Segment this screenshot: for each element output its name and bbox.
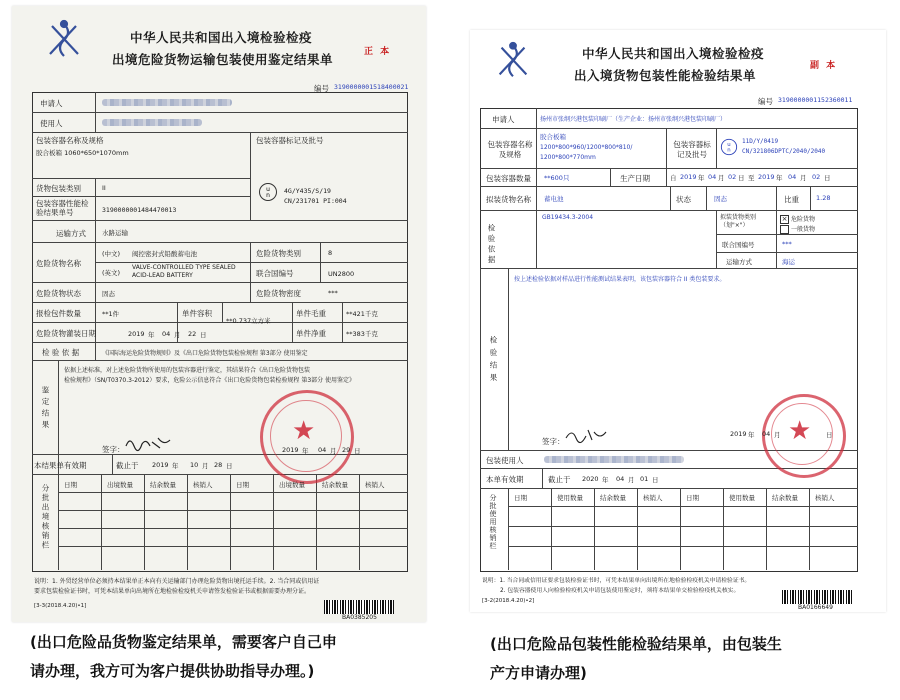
left-dg-state-label: 危险货物状态 bbox=[36, 289, 81, 298]
right-pkg-mark-label: 包装容器标记及批号 bbox=[673, 140, 711, 159]
left-batch-header-2: 结余数量 bbox=[150, 481, 176, 489]
right-prod-from-y: 2019 bbox=[680, 173, 697, 181]
right-pkg-qty-label: 包装容器数量 bbox=[486, 174, 531, 183]
right-pkg-qty-value: **600只 bbox=[544, 174, 570, 182]
right-sign-label: 签字： bbox=[542, 437, 565, 446]
right-goods-cat-opt-1: × 危险货物 bbox=[781, 215, 816, 223]
right-un-value: *** bbox=[782, 240, 792, 248]
left-unit-vol-label: 单件容积 bbox=[182, 309, 212, 318]
un-packaging-mark-icon bbox=[258, 182, 278, 202]
signature-mark bbox=[124, 434, 172, 452]
left-pack-date-y: 2019 bbox=[128, 330, 145, 338]
left-note-1: 说明：1. 外贸经营单位必须持本结果单正本向有关运输部门办理危险货物出境托运手续。2. 当合同或信用证 bbox=[34, 578, 320, 585]
left-serial: 3190000001518400021 bbox=[334, 83, 409, 91]
left-dg-name-label: 危险货物名称 bbox=[36, 259, 81, 268]
right-prod-from-m-unit: 月 bbox=[718, 174, 725, 182]
left-result-text-1: 依据上述标准，对上述危险货物所使用的包装容器进行鉴定，其结果符合《出口危险货物包装 bbox=[64, 367, 311, 374]
left-validity-y-unit: 年 bbox=[172, 462, 179, 470]
left-unit-gross-value: **421千克 bbox=[346, 310, 378, 318]
right-basis-value: GB19434.3-2004 bbox=[542, 214, 594, 221]
right-pkg-mark-value-1: 11D/Y/0419 bbox=[742, 138, 779, 145]
right-prod-to-m-unit: 月 bbox=[800, 174, 807, 182]
right-prod-from-y-unit: 年 bbox=[698, 174, 705, 182]
left-batch-header-7: 核销人 bbox=[365, 481, 385, 489]
right-batch-header-4: 日期 bbox=[686, 494, 699, 502]
right-validity-d-unit: 日 bbox=[652, 476, 659, 484]
left-serial-label: 编号 bbox=[314, 84, 329, 93]
left-batch-header-6: 结余数量 bbox=[322, 481, 348, 489]
right-prod-to-d-unit: 日 bbox=[824, 174, 831, 182]
right-sign-date-d-unit: 日 bbox=[826, 431, 833, 439]
left-barcode bbox=[324, 600, 394, 614]
svg-text:n: n bbox=[727, 147, 731, 154]
right-validity-m-unit: 月 bbox=[628, 476, 635, 484]
left-unit-net-value: **383千克 bbox=[346, 330, 378, 338]
left-validity-d: 28 bbox=[214, 461, 223, 469]
right-form-code: [3-2(2018.4.20)•2] bbox=[482, 598, 535, 604]
right-ratio-value: 1.28 bbox=[816, 194, 831, 202]
left-validity-label: 本结果单有效期 bbox=[34, 461, 87, 470]
right-pkg-name-value-2: 1200*800*960/1200*800*810/ bbox=[540, 144, 633, 151]
right-validity-y-unit: 年 bbox=[602, 476, 609, 484]
right-un-label: 联合国编号 bbox=[722, 241, 755, 249]
right-batch-header-2: 结余数量 bbox=[600, 494, 626, 502]
right-sign-date-m: 04 bbox=[762, 430, 771, 438]
right-title-1: 中华人民共和国出入境检验检疫 bbox=[582, 46, 765, 61]
un-packaging-mark-icon-right bbox=[720, 138, 738, 156]
left-validity-d-unit: 日 bbox=[226, 462, 233, 470]
svg-text:u: u bbox=[266, 186, 270, 193]
left-applicant-label: 申请人 bbox=[40, 99, 63, 108]
left-applicant-redacted bbox=[102, 99, 232, 106]
dangerous-goods-checkbox: × bbox=[781, 215, 788, 223]
right-barcode bbox=[782, 590, 852, 604]
right-prod-from-d: 02 bbox=[728, 173, 737, 181]
right-batch-header-6: 结余数量 bbox=[772, 494, 798, 502]
left-unit-net-label: 单件净重 bbox=[296, 329, 326, 338]
left-title-2: 出境危险货物运输包装使用鉴定结果单 bbox=[112, 52, 334, 67]
left-perf-no-value: 3190000001484470013 bbox=[102, 206, 177, 214]
right-caption-line-2: 产方申请办理) bbox=[490, 664, 587, 682]
right-sign-date-y-unit: 年 bbox=[748, 431, 755, 439]
right-goods-cat-label: 拟装货物类别（划"×"） bbox=[720, 214, 757, 229]
right-prod-to-y-unit: 年 bbox=[776, 174, 783, 182]
left-dg-density-label: 危险货物密度 bbox=[256, 289, 301, 298]
left-barcode-no: BA0385205 bbox=[342, 614, 377, 621]
left-sign-date-d-unit: 日 bbox=[354, 447, 361, 455]
right-serial: 3190000001152360011 bbox=[778, 96, 853, 104]
right-state-label: 状态 bbox=[676, 195, 691, 204]
left-certificate: 中华人民共和国出入境检验检疫 出境危险货物运输包装使用鉴定结果单 正 本 编号 3190000001518400021 申请人 使用人 包装容器名称及规格 胶合板箱 1060*650*1070mm 包装容器标记及批号 u n 4G/Y435/S/19 CN/231701 PI:004 货物包装类别 II 包装容器性能检验结果单号 3190000001484470013 运输方式 水路运输 危险货物名称 (中文) 阀控密封式铅酸蓄电池 危险货物类别 8 (英文) VALVE-CONTROLLED TYPE SEALED ACID-LEAD BATTERY 联合国编号 UN2800 危险货物状态 固态 危险货物密度 *** 报检包件数量 **1件 单件容积 **0.737立方米 单件毛重 **421千克 危险货物灌装日期 2019 年 04 月 22 日 单件净重 **383千克 检 验 依 据 《国际海运危险货物规则》及《出口危险货物包装检验规程 第3部分 使用鉴定 鉴定结果 依据上述标准，对上述危险货物所使用的包装容器进行鉴定，其结果符合《出口危险货物包装 检验规程》（SN/T0370.3-2012）要求，危险公示信息符合《出口危险货物包装检验规程 第3部分 使用鉴定》 ★ 签字： 2019 年 04 月 29 日 本结果单有效期 截止于 2019 年 10 月 28 日 分批出境核销栏 日期 出境数量 结余数量 核销人 日期 出境数量 结余数量 核销人 说明：1. 外贸经营单位必须持本结果单正本向有关运输部门办理危险货物出境托运手续。2. 当合同或信用证 要求包装检验证书时，可凭本结果单向出境所在地检验检疫机关申请签发检验证书或根据需要办理分证。 [3-3(2018.4.20)•1] BA0385205 bbox=[12, 6, 426, 622]
ciq-emblem-icon-right bbox=[492, 40, 534, 82]
left-batch-header-4: 日期 bbox=[236, 481, 249, 489]
left-result-label: 鉴定结果 bbox=[41, 386, 50, 432]
right-pkg-mark-value-2: CN/321806DPTC/2040/2040 bbox=[742, 148, 826, 155]
left-dg-state-value: 固态 bbox=[102, 290, 115, 298]
right-goods-cat-opt-2: 一般货物 bbox=[780, 224, 815, 234]
right-prod-to-y: 2019 bbox=[758, 173, 775, 181]
right-note-1: 说明：1. 当合同或信用证要求包装检验证书时，可凭本结果单向出境所在地检验检疫机关申请检验证书。 bbox=[482, 578, 751, 584]
right-prod-to-label: 至 bbox=[748, 174, 755, 182]
left-validity-until-label: 截止于 bbox=[116, 461, 139, 470]
right-applicant-label: 申请人 bbox=[492, 115, 515, 124]
right-caption bbox=[490, 630, 782, 688]
left-caption-line-2: 请办理，我方可为客户提供协助指导办理。) bbox=[30, 662, 315, 680]
right-user-redacted bbox=[544, 456, 684, 463]
left-validity-m-unit: 月 bbox=[202, 462, 209, 470]
left-unit-gross-label: 单件毛重 bbox=[296, 309, 326, 318]
left-goods-cat-value: II bbox=[102, 184, 106, 192]
left-basis-label: 检 验 依 据 bbox=[42, 348, 80, 357]
left-copy-tag: 正 本 bbox=[364, 47, 392, 57]
right-validity-label: 本单有效期 bbox=[486, 475, 524, 484]
general-goods-checkbox bbox=[780, 225, 789, 234]
ciq-emblem-icon bbox=[42, 18, 86, 62]
left-goods-cat-label: 货物包装类别 bbox=[36, 184, 81, 193]
left-form-code: [3-3(2018.4.20)•1] bbox=[34, 603, 87, 609]
left-pack-date-m: 04 bbox=[162, 330, 171, 338]
left-sign-date-y: 2019 bbox=[282, 446, 299, 454]
right-batch-header-7: 核销人 bbox=[815, 494, 835, 502]
right-pkg-name-value-3: 1200*800*770mm bbox=[540, 154, 596, 161]
right-serial-label: 编号 bbox=[758, 97, 773, 106]
left-sign-date-y-unit: 年 bbox=[302, 447, 309, 455]
left-pkg-mark-value-2: CN/231701 PI:004 bbox=[284, 197, 347, 205]
right-goods-label: 拟装货物名称 bbox=[486, 195, 531, 204]
left-report-qty-label: 报检包件数量 bbox=[36, 309, 81, 318]
left-note-2: 要求包装检验证书时，可凭本结果单向出境所在地检验检疫机关申请签发检验证书或根据需要办理分证。 bbox=[34, 588, 311, 595]
right-caption-line-1: (出口危险品包装性能检验结果单，由包装生 bbox=[490, 635, 782, 653]
left-dg-density-value: *** bbox=[328, 289, 338, 297]
left-pkg-mark-value-1: 4G/Y435/S/19 bbox=[284, 187, 331, 195]
left-pkg-mark-label: 包装容器标记及批号 bbox=[256, 136, 324, 145]
right-batch-header-1: 使用数量 bbox=[557, 494, 583, 502]
right-result-text: 按上述检验依据对样品进行性能测试结果表明，该包装容器符合 II 类包装要求。 bbox=[514, 276, 726, 283]
right-batch-header-5: 使用数量 bbox=[729, 494, 755, 502]
right-pkg-name-value-1: 胶合板箱 bbox=[540, 133, 566, 141]
right-ratio-label: 比重 bbox=[784, 195, 799, 204]
left-caption-line-1: (出口危险品货物鉴定结果单，需要客户自己申 bbox=[30, 633, 337, 651]
left-un-label: 联合国编号 bbox=[256, 269, 294, 278]
svg-text:u: u bbox=[727, 142, 731, 149]
left-pkg-name-value: 胶合板箱 1060*650*1070mm bbox=[36, 149, 129, 157]
left-dg-class-label: 危险货物类别 bbox=[256, 249, 301, 258]
right-sign-date-y: 2019 bbox=[730, 430, 747, 438]
right-user-label: 包装使用人 bbox=[486, 456, 524, 465]
left-batch-header-3: 核销人 bbox=[193, 481, 213, 489]
right-batch-label: 分批使用核销栏 bbox=[489, 494, 497, 550]
right-copy-tag: 副 本 bbox=[810, 61, 838, 71]
left-pack-date-m-unit: 月 bbox=[174, 331, 181, 339]
right-prod-from-m: 04 bbox=[708, 173, 717, 181]
right-prod-to-d: 02 bbox=[812, 173, 821, 181]
right-pkg-name-label: 包装容器名称及规格 bbox=[487, 140, 533, 159]
right-barcode-no: BA0166649 bbox=[798, 604, 833, 611]
right-title-2: 出入境货物包装性能检验结果单 bbox=[574, 68, 757, 83]
left-title-1: 中华人民共和国出入境检验检疫 bbox=[130, 30, 313, 45]
right-result-label: 检验结果 bbox=[489, 336, 498, 386]
left-validity-y: 2019 bbox=[152, 461, 169, 469]
left-transport-value: 水路运输 bbox=[102, 229, 128, 237]
right-prod-date-label: 生产日期 bbox=[620, 174, 650, 183]
right-validity-d: 01 bbox=[640, 475, 649, 483]
right-validity-m: 04 bbox=[616, 475, 625, 483]
right-transport-value: 海运 bbox=[782, 258, 795, 266]
right-validity-y: 2020 bbox=[582, 475, 599, 483]
left-cn-value: 阀控密封式铅酸蓄电池 bbox=[132, 250, 197, 258]
left-sign-date-m-unit: 月 bbox=[330, 447, 337, 455]
left-en-value: VALVE-CONTROLLED TYPE SEALED ACID-LEAD BATTERY bbox=[132, 264, 236, 279]
right-prod-to-m: 04 bbox=[788, 173, 797, 181]
left-pack-date-d-unit: 日 bbox=[200, 331, 207, 339]
left-result-text-2: 检验规程》（SN/T0370.3-2012）要求，危险公示信息符合《出口危险货物包装检验规程 第3部分 使用鉴定》 bbox=[64, 377, 356, 384]
left-caption bbox=[30, 628, 337, 686]
left-sign-label: 签字： bbox=[102, 445, 125, 454]
right-note-2: 2. 包装容器使用人向检验检疫机关申请包装使用鉴定时，须将本结果单交检验检疫机关核实。 bbox=[500, 588, 740, 594]
left-un-value: UN2800 bbox=[328, 270, 355, 278]
left-user-redacted bbox=[102, 119, 202, 126]
left-perf-no-label: 包装容器性能检验结果单号 bbox=[36, 199, 89, 217]
left-cn-label: (中文) bbox=[102, 250, 121, 258]
right-state-value: 固态 bbox=[714, 195, 727, 203]
left-batch-header-0: 日期 bbox=[64, 481, 77, 489]
right-prod-from-d-unit: 日 bbox=[738, 174, 745, 182]
left-transport-label: 运输方式 bbox=[56, 229, 86, 238]
svg-text:n: n bbox=[266, 192, 270, 199]
left-validity-m: 10 bbox=[190, 461, 199, 469]
left-batch-label: 分批出境核销栏 bbox=[41, 484, 50, 551]
left-sign-date-d: 29 bbox=[342, 446, 351, 454]
right-sign-date-m-unit: 月 bbox=[774, 431, 781, 439]
right-basis-label: 检验依据 bbox=[487, 224, 496, 266]
left-unit-vol-value: **0.737立方米 bbox=[226, 317, 271, 325]
left-dg-class-value: 8 bbox=[328, 249, 333, 257]
left-pack-date-d: 22 bbox=[188, 330, 197, 338]
left-pack-date-label: 危险货物灌装日期 bbox=[36, 329, 96, 338]
right-applicant-value: 扬州市张纲兴港包装印刷厂（生产企业：扬州市张纲兴港包装印刷厂） bbox=[540, 116, 727, 123]
right-certificate: 中华人民共和国出入境检验检疫 出入境货物包装性能检验结果单 副 本 编号 3190000001152360011 申请人 扬州市张纲兴港包装印刷厂（生产企业：扬州市张纲兴港包装印刷厂） 包装容器名称及规格 胶合板箱 1200*800*960/1200*800*810/ 1200*800*770mm 包装容器标记及批号 u n 11D/Y/0419 CN/321806DPTC/2040/2040 包装容器数量 **600只 生产日期 自 2019 年 04 月 02 日 至 2019 年 04 月 02 日 拟装货物名称 蓄电池 状态 固态 比重 1.28 检验依据 GB19434.3-2004 拟装货物类别（划"×"） × 危险货物 一般货物 联合国编号 *** 运输方式 海运 检验结果 按上述检验依据对样品进行性能测试结果表明，该包装容器符合 II 类包装要求。 ★ 签字： 2019 年 04 月 日 包装使用人 本单有效期 截止于 2020 年 04 月 01 日 分批使用核销栏 日期 使用数量 结余数量 核销人 日期 使用数量 结余数量 核销人 说明：1. 当合同或信用证要求包装检验证书时，可凭本结果单向出境所在地检验检疫机关申请检验证书。 2. 包装容器使用人向检验检疫机关申请包装使用鉴定时，须将本结果单交检验检疫机关核实。 [3-2(2018.4.20)•2] BA0166649 bbox=[470, 30, 886, 612]
signature-mark-right bbox=[564, 426, 608, 444]
left-batch-header-1: 出境数量 bbox=[107, 481, 133, 489]
right-prod-from-label: 自 bbox=[670, 174, 677, 182]
left-basis-value: 《国际海运危险货物规则》及《出口危险货物包装检验规程 第3部分 使用鉴定 bbox=[102, 350, 308, 357]
left-en-label: (英文) bbox=[102, 269, 121, 277]
right-batch-header-0: 日期 bbox=[514, 494, 527, 502]
left-report-qty-value: **1件 bbox=[102, 310, 120, 318]
left-pkg-name-label: 包装容器名称及规格 bbox=[36, 136, 104, 145]
right-transport-label: 运输方式 bbox=[726, 258, 752, 266]
left-sign-date-m: 04 bbox=[318, 446, 327, 454]
right-goods-value: 蓄电池 bbox=[544, 195, 564, 203]
left-batch-header-5: 出境数量 bbox=[279, 481, 305, 489]
left-pack-date-y-unit: 年 bbox=[148, 331, 155, 339]
left-user-label: 使用人 bbox=[40, 119, 63, 128]
right-validity-until-label: 截止于 bbox=[548, 475, 571, 484]
right-batch-header-3: 核销人 bbox=[643, 494, 663, 502]
